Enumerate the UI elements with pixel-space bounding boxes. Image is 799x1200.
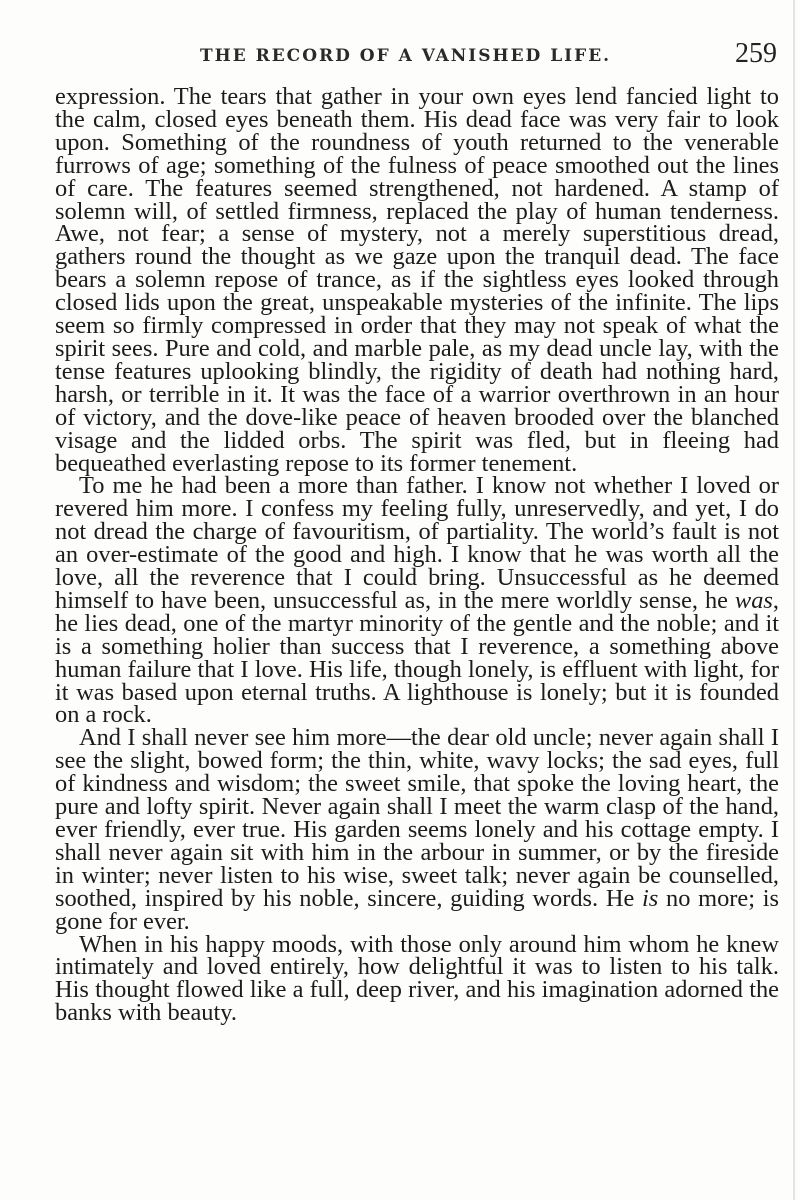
running-title: THE RECORD OF A VANISHED LIFE. xyxy=(200,46,612,66)
paragraph-3-italic-word: is xyxy=(642,884,659,912)
paragraph-4: When in his happy moods, with those only around him whom he knew intimately and loved entirely, how delightful it was to listen to his talk. His thought flowed like a full, deep river, and his imagination adorned the banks with beauty. xyxy=(55,930,779,1027)
body-text xyxy=(55,83,780,1027)
paragraph-2 xyxy=(55,472,779,729)
paragraph-2-text-b: , he lies dead, one of the martyr minority of the gentle and the noble; and it is a something holier than success that I reverence, a something above human failure that I love. His life, though lonely, is effluent with light, for it was based upon eternal truths. A lighthouse is lonely; but it is founded on a rock. xyxy=(55,586,779,729)
paragraph-3 xyxy=(55,724,780,935)
page-edge-shadow xyxy=(793,0,795,1200)
page-number: 259 xyxy=(735,38,777,69)
paragraph-1: expression. The tears that gather in your own eyes lend fancied light to the calm, closed eyes beneath them. His dead face was very fair to look upon. Something of the roundness of youth returned to the venerable furrows of age; something of the fulness of peace smoothed out the lines of care. The features seemed strengthened, not hardened. A stamp of solemn will, of settled firmness, replaced the play of human tenderness. Awe, not fear; a sense of mystery, not a merely superstitious dread, gathers round the thought as we gaze upon the tranquil dead. The face bears a solemn repose of trance, as if the sightless eyes looked through closed lids upon the great, unspeakable mysteries of the infinite. The lips seem so firmly compressed in order that they may not speak of what the spirit sees. Pure and cold, and marble pale, as my dead uncle lay, with the tense features uplooking blindly, the rigidity of death had nothing hard, harsh, or terrible in it. It was the face of a warrior overthrown in an hour of victory, and the dove-like peace of heaven brooded over the blanched visage and the lidded orbs. The spirit was fled, but in fleeing had bequeathed everlasting repose to its former tenement. xyxy=(55,83,779,477)
paragraph-3-text-b: no more; is gone for ever. xyxy=(55,884,780,935)
paragraph-3-text-a: And I shall never see him more—the dear old uncle; never again shall I see the slight, bowed form; the thin, white, wavy locks; the sad eyes, full of kindness and wisdom; the sweet smile, that spoke the loving heart, the pure and lofty spirit. Never again shall I meet the warm clasp of the hand, ever friendly, ever true. His garden seems lonely and his cottage empty. I shall never again sit with him in the arbour in summer, or by the fireside in winter; never listen to his wise, sweet talk; never again be counselled, soothed, inspired by his noble, sincere, guiding words. He xyxy=(55,724,779,912)
paragraph-2-text-a: To me he had been a more than father. I know not whether I loved or revered him more. I confess my feeling fully, unreservedly, and yet, I do not dread the charge of favouritism, of partiality. The world’s fault is not an over-estimate of the good and high. I know that he was worth all the love, all the reverence that I could bring. Unsuccessful as he deemed himself to have been, unsuccessful as, in the mere worldly sense, he xyxy=(55,472,779,614)
paragraph-2-italic-word: was xyxy=(734,586,773,614)
page-header xyxy=(60,38,785,74)
